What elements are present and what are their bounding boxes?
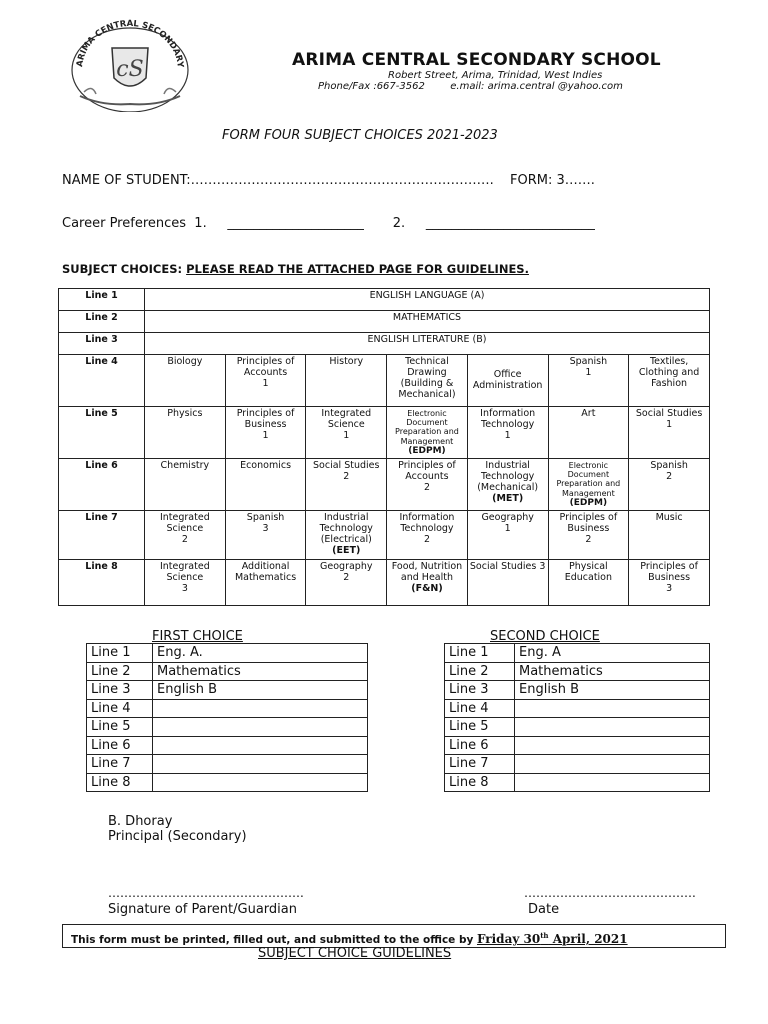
line-2-subject: MATHEMATICS — [145, 311, 710, 333]
cell-subject: Principles of Business — [236, 408, 295, 430]
cell-abbrev: (EDPM) — [569, 497, 608, 508]
choice-row — [445, 736, 710, 755]
choice-line-label: Line 1 — [87, 644, 153, 663]
table-cell: History — [306, 355, 387, 407]
table-row — [59, 559, 710, 605]
cell-level: 1 — [262, 429, 269, 441]
cell-level: 3 — [666, 582, 673, 594]
table-cell: Biology — [145, 355, 226, 407]
cell-subject: Geography — [481, 512, 534, 524]
table-cell: Economics — [225, 459, 306, 511]
second-choice-table — [444, 643, 710, 792]
subject-choices-label: SUBJECT CHOICES: — [62, 262, 187, 276]
choice-subject-field[interactable] — [153, 718, 368, 737]
cell-subject: Integrated Science — [321, 408, 372, 430]
table-row — [59, 355, 710, 407]
cell-abbrev: (MET) — [492, 492, 524, 504]
table-cell — [387, 407, 468, 459]
choice-subject-field[interactable]: Mathematics — [515, 662, 710, 681]
choice-line-label: Line 3 — [87, 681, 153, 700]
choice-subject-field[interactable] — [515, 736, 710, 755]
table-cell: Social Studies 3 — [467, 559, 548, 605]
cell-subject: Information Technology — [480, 408, 536, 430]
date-label: Date — [528, 902, 560, 917]
choice-line-label: Line 4 — [87, 699, 153, 718]
cell-level: 3 — [181, 582, 188, 594]
choice-line-label: Line 7 — [87, 755, 153, 774]
line-label: Line 3 — [59, 333, 145, 355]
line-label: Line 6 — [59, 459, 145, 511]
table-cell — [145, 559, 226, 605]
cell-level: 2 — [181, 534, 188, 546]
table-cell — [548, 355, 629, 407]
table-row — [59, 511, 710, 560]
line-label: Line 4 — [59, 355, 145, 407]
student-form-field[interactable]: FORM: 3……. — [510, 173, 595, 188]
table-cell: Office Administration — [467, 355, 548, 407]
deadline-day: Friday 30 — [476, 932, 541, 946]
cell-subject: Spanish — [246, 512, 285, 524]
first-choice-table — [86, 643, 368, 792]
table-cell: Music — [629, 511, 710, 560]
cell-level: 1 — [504, 523, 511, 535]
choice-subject-field[interactable]: English B — [515, 681, 710, 700]
school-crest-logo — [62, 12, 198, 112]
choice-line-label: Line 3 — [445, 681, 515, 700]
cell-level: 2 — [585, 534, 592, 546]
choice-row — [87, 644, 368, 663]
svg-text:ARIMA CENTRAL SECONDARY SCHOOL: ARIMA CENTRAL SECONDARY — [75, 18, 186, 69]
submission-notice — [62, 924, 726, 948]
line-label: Line 1 — [59, 289, 145, 311]
choice-line-label: Line 5 — [445, 718, 515, 737]
school-name: ARIMA CENTRAL SECONDARY SCHOOL — [292, 50, 661, 70]
cell-subject: Information Technology — [399, 512, 455, 535]
table-cell: Technical Drawing (Building & Mechanical) — [387, 355, 468, 407]
table-cell: Chemistry — [145, 459, 226, 511]
choice-row — [445, 681, 710, 700]
choice-line-label: Line 4 — [445, 699, 515, 718]
choice-row — [87, 773, 368, 792]
table-cell: Physical Education — [548, 559, 629, 605]
line-label: Line 5 — [59, 407, 145, 459]
guidelines-title: SUBJECT CHOICE GUIDELINES — [258, 946, 452, 961]
choice-line-label: Line 8 — [445, 773, 515, 792]
table-cell: Textiles, Clothing and Fashion — [629, 355, 710, 407]
school-address: Robert Street, Arima, Trinidad, West Indies — [388, 70, 603, 81]
svg-text:cS: cS — [116, 57, 144, 82]
choice-line-label: Line 6 — [87, 736, 153, 755]
choice-row — [87, 755, 368, 774]
cell-subject: Principles of Accounts — [236, 356, 295, 378]
notice-text: This form must be printed, filled out, and submitted to the office by — [71, 934, 477, 946]
choice-row — [445, 755, 710, 774]
line-label: Line 7 — [59, 511, 145, 560]
cell-level: 2 — [343, 471, 350, 483]
signature-label: Signature of Parent/Guardian — [108, 902, 297, 917]
cell-subject: Principles of Business — [559, 512, 618, 535]
cell-subject: Industrial Technology (Electrical) — [319, 512, 373, 546]
table-cell — [548, 511, 629, 560]
cell-level: 2 — [343, 571, 350, 583]
cell-subject: Social Studies — [313, 460, 380, 472]
choice-row — [445, 644, 710, 663]
table-cell — [629, 407, 710, 459]
choice-subject-field[interactable] — [515, 718, 710, 737]
choice-subject-field[interactable] — [515, 699, 710, 718]
principal-name: B. Dhoray — [108, 814, 173, 829]
table-row — [59, 333, 710, 355]
table-cell — [629, 459, 710, 511]
choice-line-label: Line 1 — [445, 644, 515, 663]
table-cell — [467, 459, 548, 511]
choice-row — [445, 773, 710, 792]
principal-title: Principal (Secondary) — [108, 829, 247, 844]
cell-level: 2 — [423, 534, 430, 546]
table-row — [59, 289, 710, 311]
table-row — [59, 459, 710, 511]
table-cell — [467, 511, 548, 560]
choice-row — [87, 718, 368, 737]
table-cell — [145, 511, 226, 560]
table-cell — [387, 459, 468, 511]
principal-block — [108, 814, 247, 844]
choice-subject-field[interactable]: Eng. A. — [153, 644, 368, 663]
cell-subject: Integrated Science — [159, 512, 210, 535]
line-label: Line 8 — [59, 559, 145, 605]
student-name-field[interactable]: NAME OF STUDENT:……………………………………………………………. — [62, 173, 494, 188]
line-label: Line 2 — [59, 311, 145, 333]
table-cell: Additional Mathematics — [225, 559, 306, 605]
choice-subject-field[interactable] — [153, 773, 368, 792]
table-cell — [467, 407, 548, 459]
cell-abbrev: (EET) — [332, 544, 361, 556]
cell-subject: Principles of Business — [640, 560, 698, 583]
table-cell — [225, 355, 306, 407]
subject-choices-heading — [62, 262, 529, 276]
cell-subject: Industrial Technology (Mechanical) — [477, 460, 539, 493]
cell-level: 2 — [423, 481, 430, 493]
cell-subject: Social Studies — [635, 408, 703, 419]
table-row — [59, 311, 710, 333]
choice-subject-field[interactable] — [153, 736, 368, 755]
table-cell — [225, 511, 306, 560]
table-cell: Physics — [145, 407, 226, 459]
choice-row — [87, 699, 368, 718]
deadline-suffix: th — [540, 931, 549, 940]
school-contact: Phone/Fax :667-3562 e.mail: arima.central @yahoo.com — [318, 81, 623, 92]
cell-level: 1 — [585, 366, 592, 378]
career-preferences-field[interactable]: Career Preferences 1. _____________________ 2. __________________________ — [62, 216, 595, 231]
second-choice-title: SECOND CHOICE — [490, 629, 600, 644]
notice-deadline — [477, 932, 628, 946]
choice-line-label: Line 6 — [445, 736, 515, 755]
line-3-subject: ENGLISH LITERATURE (B) — [145, 333, 710, 355]
subject-lines-table — [58, 288, 710, 606]
table-cell — [387, 559, 468, 605]
cell-level: 3 — [262, 523, 269, 535]
choice-subject-field[interactable] — [515, 773, 710, 792]
cell-abbrev: (EDPM) — [408, 445, 446, 456]
cell-level: 1 — [343, 429, 350, 441]
table-row — [59, 407, 710, 459]
signature-line[interactable]: …………………………………………. — [108, 886, 304, 900]
cell-subject: Integrated Science — [159, 560, 210, 583]
table-cell — [387, 511, 468, 560]
cell-subject: Electronic Document Preparation and Management — [556, 461, 621, 498]
choice-row — [87, 681, 368, 700]
table-cell — [629, 559, 710, 605]
choice-subject-field[interactable] — [153, 699, 368, 718]
first-choice-title: FIRST CHOICE — [152, 629, 243, 644]
choice-row — [445, 662, 710, 681]
table-cell — [225, 407, 306, 459]
choice-subject-field[interactable]: Eng. A — [515, 644, 710, 663]
choice-row — [445, 718, 710, 737]
choice-subject-field[interactable] — [515, 755, 710, 774]
cell-level: 1 — [666, 418, 673, 430]
choice-line-label: Line 7 — [445, 755, 515, 774]
choice-line-label: Line 8 — [87, 773, 153, 792]
choice-subject-field[interactable]: Mathematics — [153, 662, 368, 681]
date-line[interactable]: ……………………………………. — [524, 886, 696, 900]
cell-level: 1 — [504, 429, 511, 441]
table-cell — [306, 459, 387, 511]
choice-line-label: Line 5 — [87, 718, 153, 737]
choice-row — [445, 699, 710, 718]
table-cell — [548, 459, 629, 511]
choice-line-label: Line 2 — [87, 662, 153, 681]
table-cell — [306, 559, 387, 605]
cell-subject: Principles of Accounts — [398, 460, 456, 483]
form-title: FORM FOUR SUBJECT CHOICES 2021-2023 — [222, 128, 498, 143]
cell-subject: Spanish — [569, 356, 608, 367]
cell-level: 1 — [262, 377, 269, 389]
cell-subject: Geography — [320, 560, 373, 572]
choice-row — [87, 662, 368, 681]
guidelines-instruction: PLEASE READ THE ATTACHED PAGE FOR GUIDELINES. — [186, 262, 529, 276]
choice-row — [87, 736, 368, 755]
cell-level: 2 — [666, 471, 673, 483]
cell-subject: Electronic Document Preparation and Management — [395, 409, 459, 446]
cell-abbrev: (F&N) — [411, 582, 443, 594]
choice-subject-field[interactable]: English B — [153, 681, 368, 700]
table-cell — [306, 407, 387, 459]
table-cell — [306, 511, 387, 560]
deadline-date: April, 2021 — [548, 932, 628, 946]
cell-subject: Spanish — [650, 460, 688, 472]
choice-subject-field[interactable] — [153, 755, 368, 774]
table-cell: Art — [548, 407, 629, 459]
line-1-subject: ENGLISH LANGUAGE (A) — [145, 289, 710, 311]
choice-line-label: Line 2 — [445, 662, 515, 681]
cell-subject: Food, Nutrition and Health — [391, 560, 463, 583]
